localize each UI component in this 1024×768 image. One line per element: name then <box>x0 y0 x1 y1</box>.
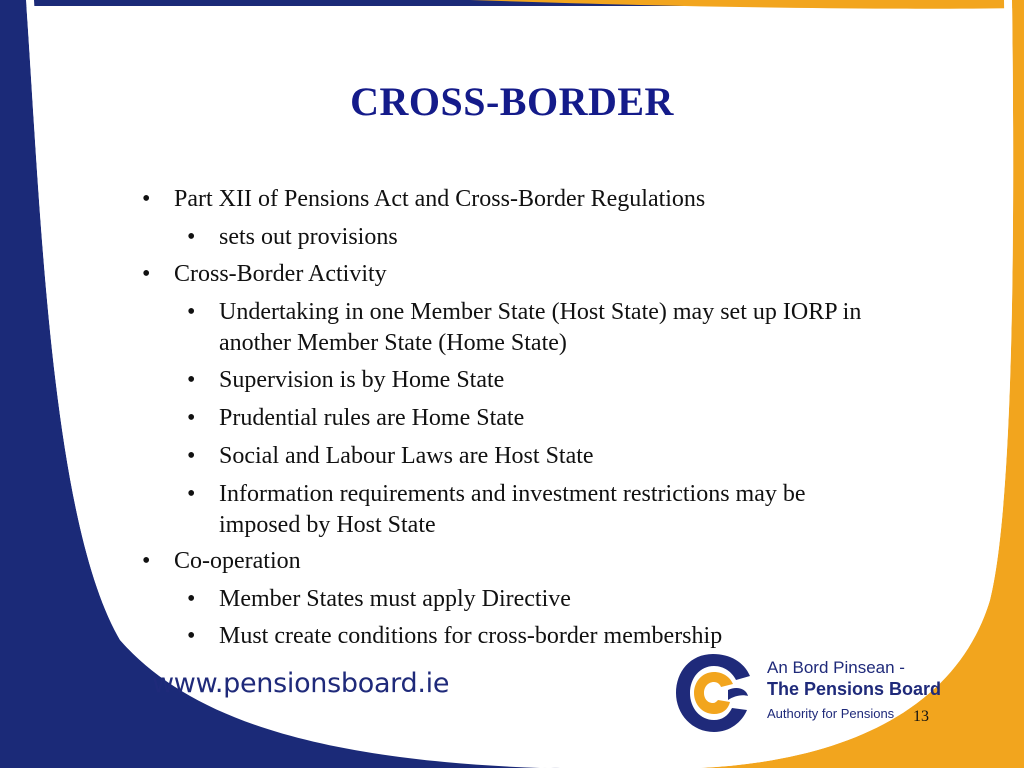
bullet-marker: • <box>187 299 196 325</box>
bullet-item: sets out provisions <box>219 224 398 250</box>
bullet-item-continuation: another Member State (Home State) <box>219 330 567 356</box>
logo-line-1: An Bord Pinsean - <box>767 658 905 677</box>
bullet-marker: • <box>187 586 196 612</box>
bullet-marker: • <box>187 367 196 393</box>
bullet-marker: • <box>142 548 151 574</box>
bullet-item: Co-operation <box>174 548 301 574</box>
bullet-marker: • <box>187 443 196 469</box>
bullet-item: Member States must apply Directive <box>219 586 571 612</box>
logo-line-2: The Pensions Board <box>767 679 942 699</box>
bullet-item: Social and Labour Laws are Host State <box>219 443 594 469</box>
bullet-item: Prudential rules are Home State <box>219 405 525 431</box>
bullet-marker: • <box>142 186 151 212</box>
bullet-marker: • <box>142 261 151 287</box>
slide-title: CROSS-BORDER <box>350 79 674 124</box>
bullet-item: Cross-Border Activity <box>174 261 387 287</box>
bullet-item-continuation: imposed by Host State <box>219 512 436 538</box>
bullet-item: Part XII of Pensions Act and Cross-Border Regulations <box>174 186 706 212</box>
bullet-marker: • <box>187 224 196 250</box>
logo-line-3: Authority for Pensions <box>767 706 895 721</box>
bullet-marker: • <box>187 405 196 431</box>
bullet-marker: • <box>187 481 196 507</box>
bullet-item: Information requirements and investment restrictions may be <box>219 481 806 507</box>
bullet-item: Undertaking in one Member State (Host State) may set up IORP in <box>219 299 862 325</box>
pensions-board-logo-icon <box>672 650 754 736</box>
bullet-item: Supervision is by Home State <box>219 367 505 393</box>
page-number: 13 <box>913 708 929 725</box>
footer-url: www.pensionsboard.ie <box>152 668 450 699</box>
bullet-marker: • <box>187 623 196 649</box>
bullet-item: Must create conditions for cross-border membership <box>219 623 723 649</box>
